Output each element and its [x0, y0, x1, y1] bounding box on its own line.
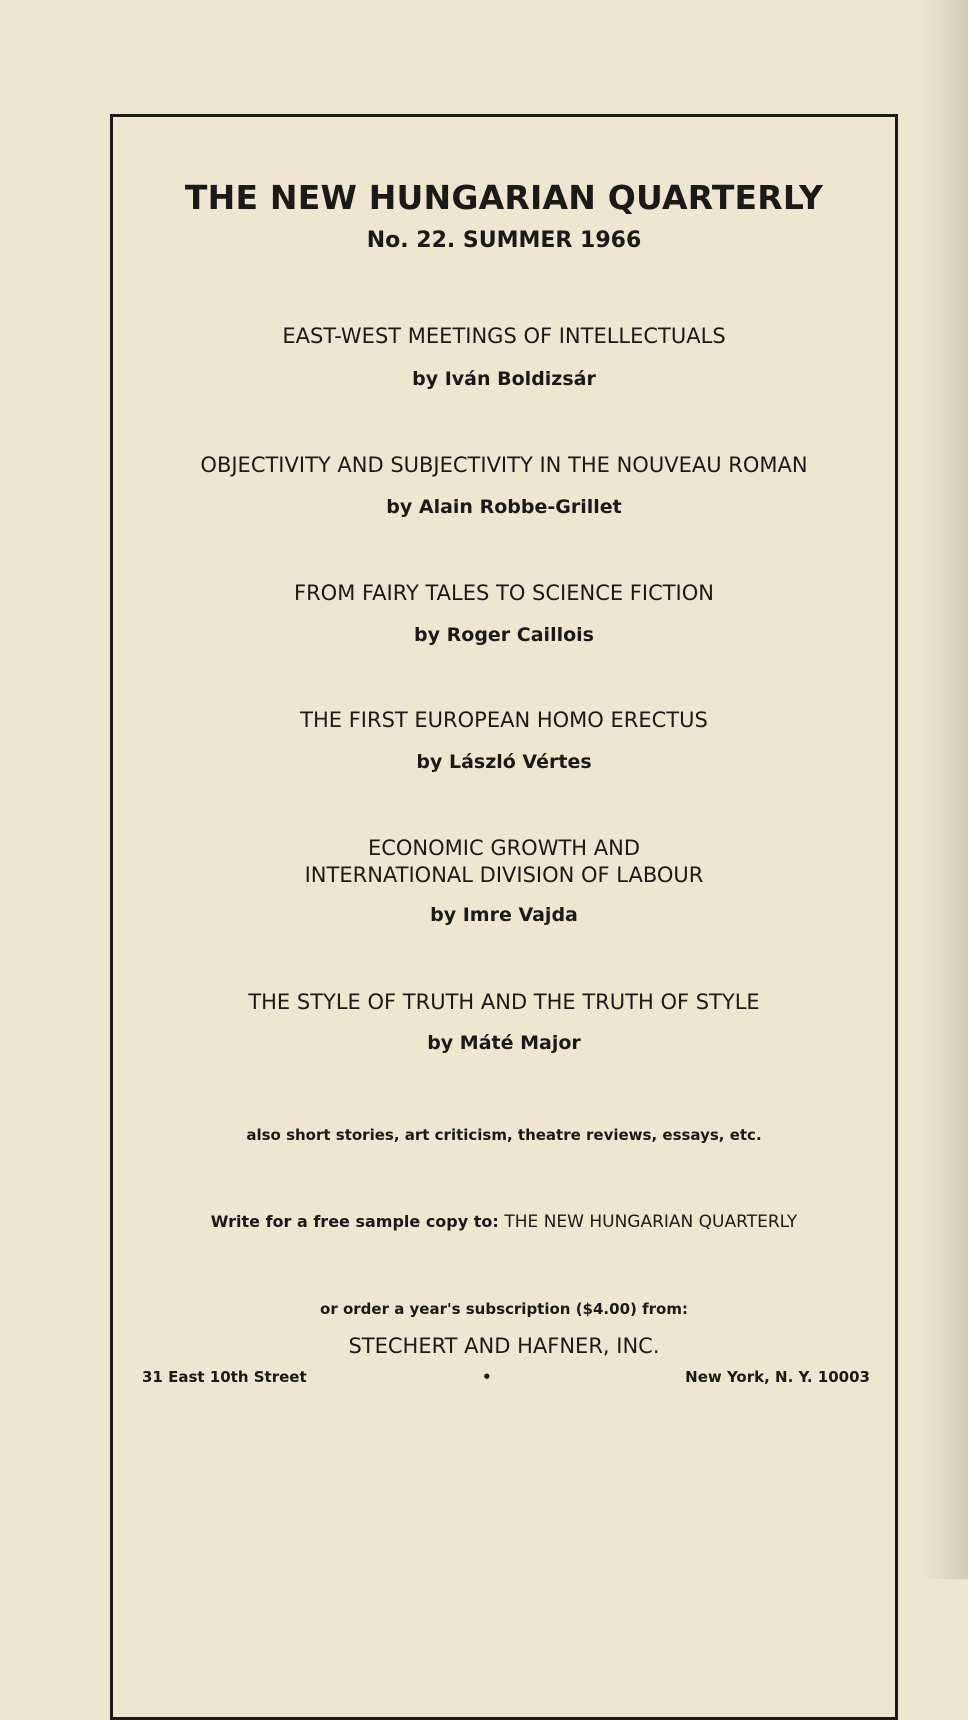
sample-copy-prefix: Write for a free sample copy to: — [210, 1212, 499, 1231]
issue-number: No. 22. SUMMER 1966 — [366, 228, 642, 253]
article-title-2: OBJECTIVITY AND SUBJECTIVITY IN THE NOUVEAU ROMAN — [200, 453, 808, 477]
article-author-4: by László Vértes — [416, 751, 592, 773]
journal-title: THE NEW HUNGARIAN QUARTERLY — [184, 178, 824, 217]
article-title-5-line-1: ECONOMIC GROWTH AND — [367, 836, 641, 860]
bullet-separator: • — [482, 1368, 492, 1386]
article-author-1: by Iván Boldizsár — [412, 368, 596, 390]
article-author-3: by Roger Caillois — [414, 624, 594, 646]
article-title-1: EAST-WEST MEETINGS OF INTELLECTUALS — [282, 324, 726, 348]
publisher-name: STECHERT AND HAFNER, INC. — [348, 1334, 660, 1358]
page-edge-shadow — [922, 0, 968, 1579]
article-title-3: FROM FAIRY TALES TO SCIENCE FICTION — [294, 581, 714, 605]
article-title-5-line-2: INTERNATIONAL DIVISION OF LABOUR — [304, 863, 704, 887]
article-author-5: by Imre Vajda — [430, 904, 578, 926]
extras-line: also short stories, art criticism, theatre reviews, essays, etc. — [246, 1126, 762, 1144]
sample-copy-line — [110, 1212, 898, 1232]
street-address: 31 East 10th Street — [142, 1368, 307, 1386]
article-title-4: THE FIRST EUROPEAN HOMO ERECTUS — [300, 708, 708, 732]
article-author-6: by Máté Major — [427, 1032, 581, 1054]
subscription-line: or order a year's subscription ($4.00) from: — [320, 1300, 688, 1318]
city-address: New York, N. Y. 10003 — [685, 1368, 870, 1386]
article-author-2: by Alain Robbe-Grillet — [386, 496, 622, 518]
article-title-6: THE STYLE OF TRUTH AND THE TRUTH OF STYLE — [248, 990, 760, 1014]
sample-copy-journal: THE NEW HUNGARIAN QUARTERLY — [504, 1212, 798, 1232]
